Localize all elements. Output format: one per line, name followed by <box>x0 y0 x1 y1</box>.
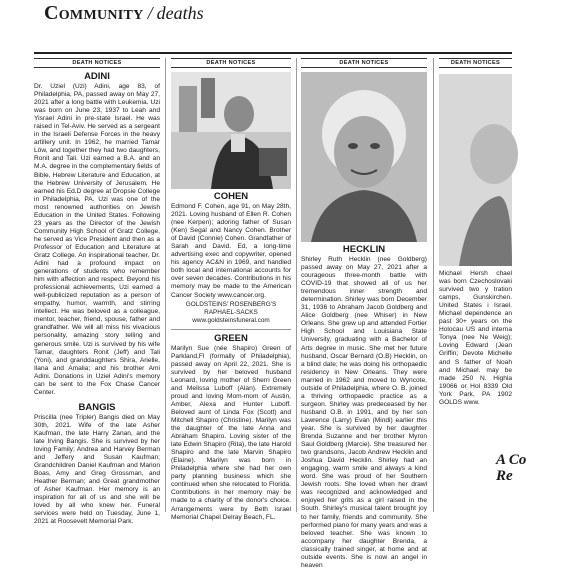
notice-name-green: GREEN <box>214 332 248 344</box>
column-label: DEATH NOTICES <box>301 58 427 68</box>
photo-cohen-image <box>171 72 291 189</box>
cut-off-heading: A Co Re <box>496 452 527 484</box>
column-3 <box>301 58 427 569</box>
column-2 <box>171 58 291 521</box>
section-title: Community <box>44 2 144 24</box>
notice-text-cohen: Edmond F. Cohen, age 91, on May 28th, 2021. Loving husband of Ellen R. Cohen (nee Kerpen); adoring father of Susan (Ken) Segal and Nancy Cohen. Brother of David (Connie) Cohen. Grandfather of Sarah and David. Ed, a long-time advertising exec and copywriter, opened his agency AC&N in 1969, and handled both local and international accounts for over seven decades. Contributions in his memory may be made to the American Cancer Society www.cancer.org. <box>171 203 291 299</box>
notice-divider <box>171 329 291 330</box>
header-rule <box>34 52 512 54</box>
column-1 <box>34 58 160 526</box>
photo-hecklin <box>301 72 427 242</box>
column-label: DEATH NOTICES <box>439 58 512 68</box>
notice-text-bangis: Priscilla (nee Tripler) Bangis died on May 30th, 2021. Wife of the late Asher Kaufman, the late Harry Zanan, and the late Irving Bangis. She is survived by her loving Family; Andrea and Harvey Berman and Jeffery and Susan Kaufman; Grandchildren Daniel Kaufman and Marion Boas, Amy and Greg Grossman, and Heather Berman; and Great grandmother of Asher Kaufman. Her memory is an inspiration for all of us and she will be loved by all who knew her. Funeral services were held on Tuesday, June 1, 2021 at Roosevelt Memorial Park. <box>34 413 160 526</box>
notice-text-green: Marilyn Sue (née Shapiro) Green of Parkland,Fl (formally of Philadelphia), passed away on April 22, 2021. She is survived by her beloved husband Leonard, loving mother of Sherri Green and Melissa Luboff (Alan). Extremely proud and loving Mom-mom of Austin, Amber, Alexa and Hunter Luboff. Beloved aunt of Linda Fox (Scott) and Mitchell Shapiro (Christine). Marilyn was the daughter of the late Anna and Abraham Shapiro. Loving sister of the late Edwin Shapiro (Rita), the late Harold Shapiro and the late Marvin Shapiro (Elaine). Marilyn was born in Philadelphia where she had her own party planning business which she continued when she relocated to Florida. Contributions in her memory may be made to a charity of the donor's choice. Arrangements were by Beth Israel Memorial Chapel Delray Beach, FL. <box>171 344 291 521</box>
photo-partial <box>439 74 512 266</box>
photo-hecklin-image <box>301 72 427 242</box>
notice-name-adini: ADINI <box>84 71 110 82</box>
photo-cohen <box>171 72 291 189</box>
column-divider <box>433 58 434 512</box>
section-separator: / <box>147 3 153 23</box>
column-label: DEATH NOTICES <box>34 58 160 68</box>
notice-name-cohen: COHEN <box>213 191 249 202</box>
column-divider <box>296 58 297 512</box>
section-subtitle: deaths <box>156 3 204 23</box>
notice-text-partial: Michael Hersh chael was born Czechoslovaki survived two y tration camps, Gunskirchen. United States i Israel. Michael dependence an past 30+ years on the Holocau US and interna Tonya (nee Ne Weig); Loving Edward (Jean Griffin; Devote Michelle and S father of Noah and Michael. may be made 250 N. Highla 19066 or Hol 8339 Old York Park, PA 1902 GOLDS www. <box>439 270 512 406</box>
notice-name-bangis: BANGIS <box>78 401 116 413</box>
notice-name-hecklin: HECKLIN <box>342 244 386 255</box>
funeral-home-line: GOLDSTEINS' ROSENBERG'S <box>185 300 277 308</box>
notice-text-hecklin: Shirley Ruth Hecklin (nee Goldberg) passed away on May 27, 2021 after a courageous three-month battle with COVID-19 that showed all of us her tremendous inner strength and determination. Shirley was born December 31, 1936 to Abraham Jacob Goldberg and Alice Goldberg (nee Whiser) in New Orleans. She grew up and attended Fortier High School and Louisiana State University, graduating with a Bachelor of Arts degree in music. She met her future husband, Oscar Bernard (O.B) Hecklin, on a blind date; he was doing his orthopaedic residency in New Orleans. They were married in 1962 and moved to Wyncote, outside of Philadelphia, where O. B. joined a thriving orthopaedic practice as a surgeon. Shirley was predeceased by her husband O.B. in 1991, and by her son Lawrence (Larry) Evan (Mindi) earlier this year. She is survived by her daughter Brenda Suzanne and her brother Myron Saul Goldberg (Marcie). She treasured her two grandsons, Jacob Andrew Hecklin and Joshua David Hecklin. Shirley had an engaging, warm smile and always a kind word. She was proud of her Southern Jewish roots. She loved when her drawl was recognized and acknowledged and enjoyed her grits as a girl raised in the South. Shirley's musical talent brought joy to her family, friends and community. She performed piano for many years and was a beloved teacher. She was known to accompany her daughter Brenda, a classically trained singer, at home and at outside events. She is now an angel in heaven <box>301 256 427 569</box>
notice-text-adini: Dr. Uziel (Uzi) Adini, age 83, of Philadelphia, PA, passed away on May 27, 2021 after a long battle with Leukemia. Uzi was born on June 23, 1937 to Leah and Yisrael Adini in pre-state Israel. He was raised in Tel-Aviv. He served as a sergeant in the Israeli Defense Forces in the heavy artillery unit. In 1962, he married Tamar Löw, and together they had two daughters, Ronit and Tali. Uzi earned a B.A. and an M.A. degree in the complementary fields of Bible, Hebrew Literature and Education, at the Hebrew University of Jerusalem. He earned his Ed.D degree at Dropsie College in Philadelphia, PA. Uzi was one of the most renowned authorities on Jewish Education in the United States. Following 23 years as the Director of the Jewish Community High School of Gratz College, he served as Vice President and then as a Professor of Education and Literature at Gratz College. An inspirational teacher, Dr. Adini had a profound impact on generations of students who remember him with affection and respect. Beyond his professional achievements, Uzi earned a well-publicized reputation as a person of empathy, humor, warmth, and stirring intellect. He was beloved as a colleague, mentor, teacher, friend, spouse, father and grandfather. We will all miss his vivacious personality, amazing story telling and generous smile. Uzi is survived by his wife Tamar, daughters Ronit (Jeff) and Tali (Yoni), and granddaughters Shira, Arielle, Ilana and Amalia; and his brother Ami Adini. Donations in Uziel Adini's memory can be sent to the Fox Chase Cancer Center. <box>34 83 160 396</box>
photo-partial-image <box>439 74 512 266</box>
funeral-home-line: RAPHAEL-SACKS <box>204 308 258 316</box>
column-label: DEATH NOTICES <box>171 58 291 68</box>
funeral-home-url: www.goldsteinsfuneral.com <box>192 316 270 324</box>
column-divider <box>165 58 166 512</box>
section-header <box>44 2 564 24</box>
column-4 <box>439 58 512 512</box>
